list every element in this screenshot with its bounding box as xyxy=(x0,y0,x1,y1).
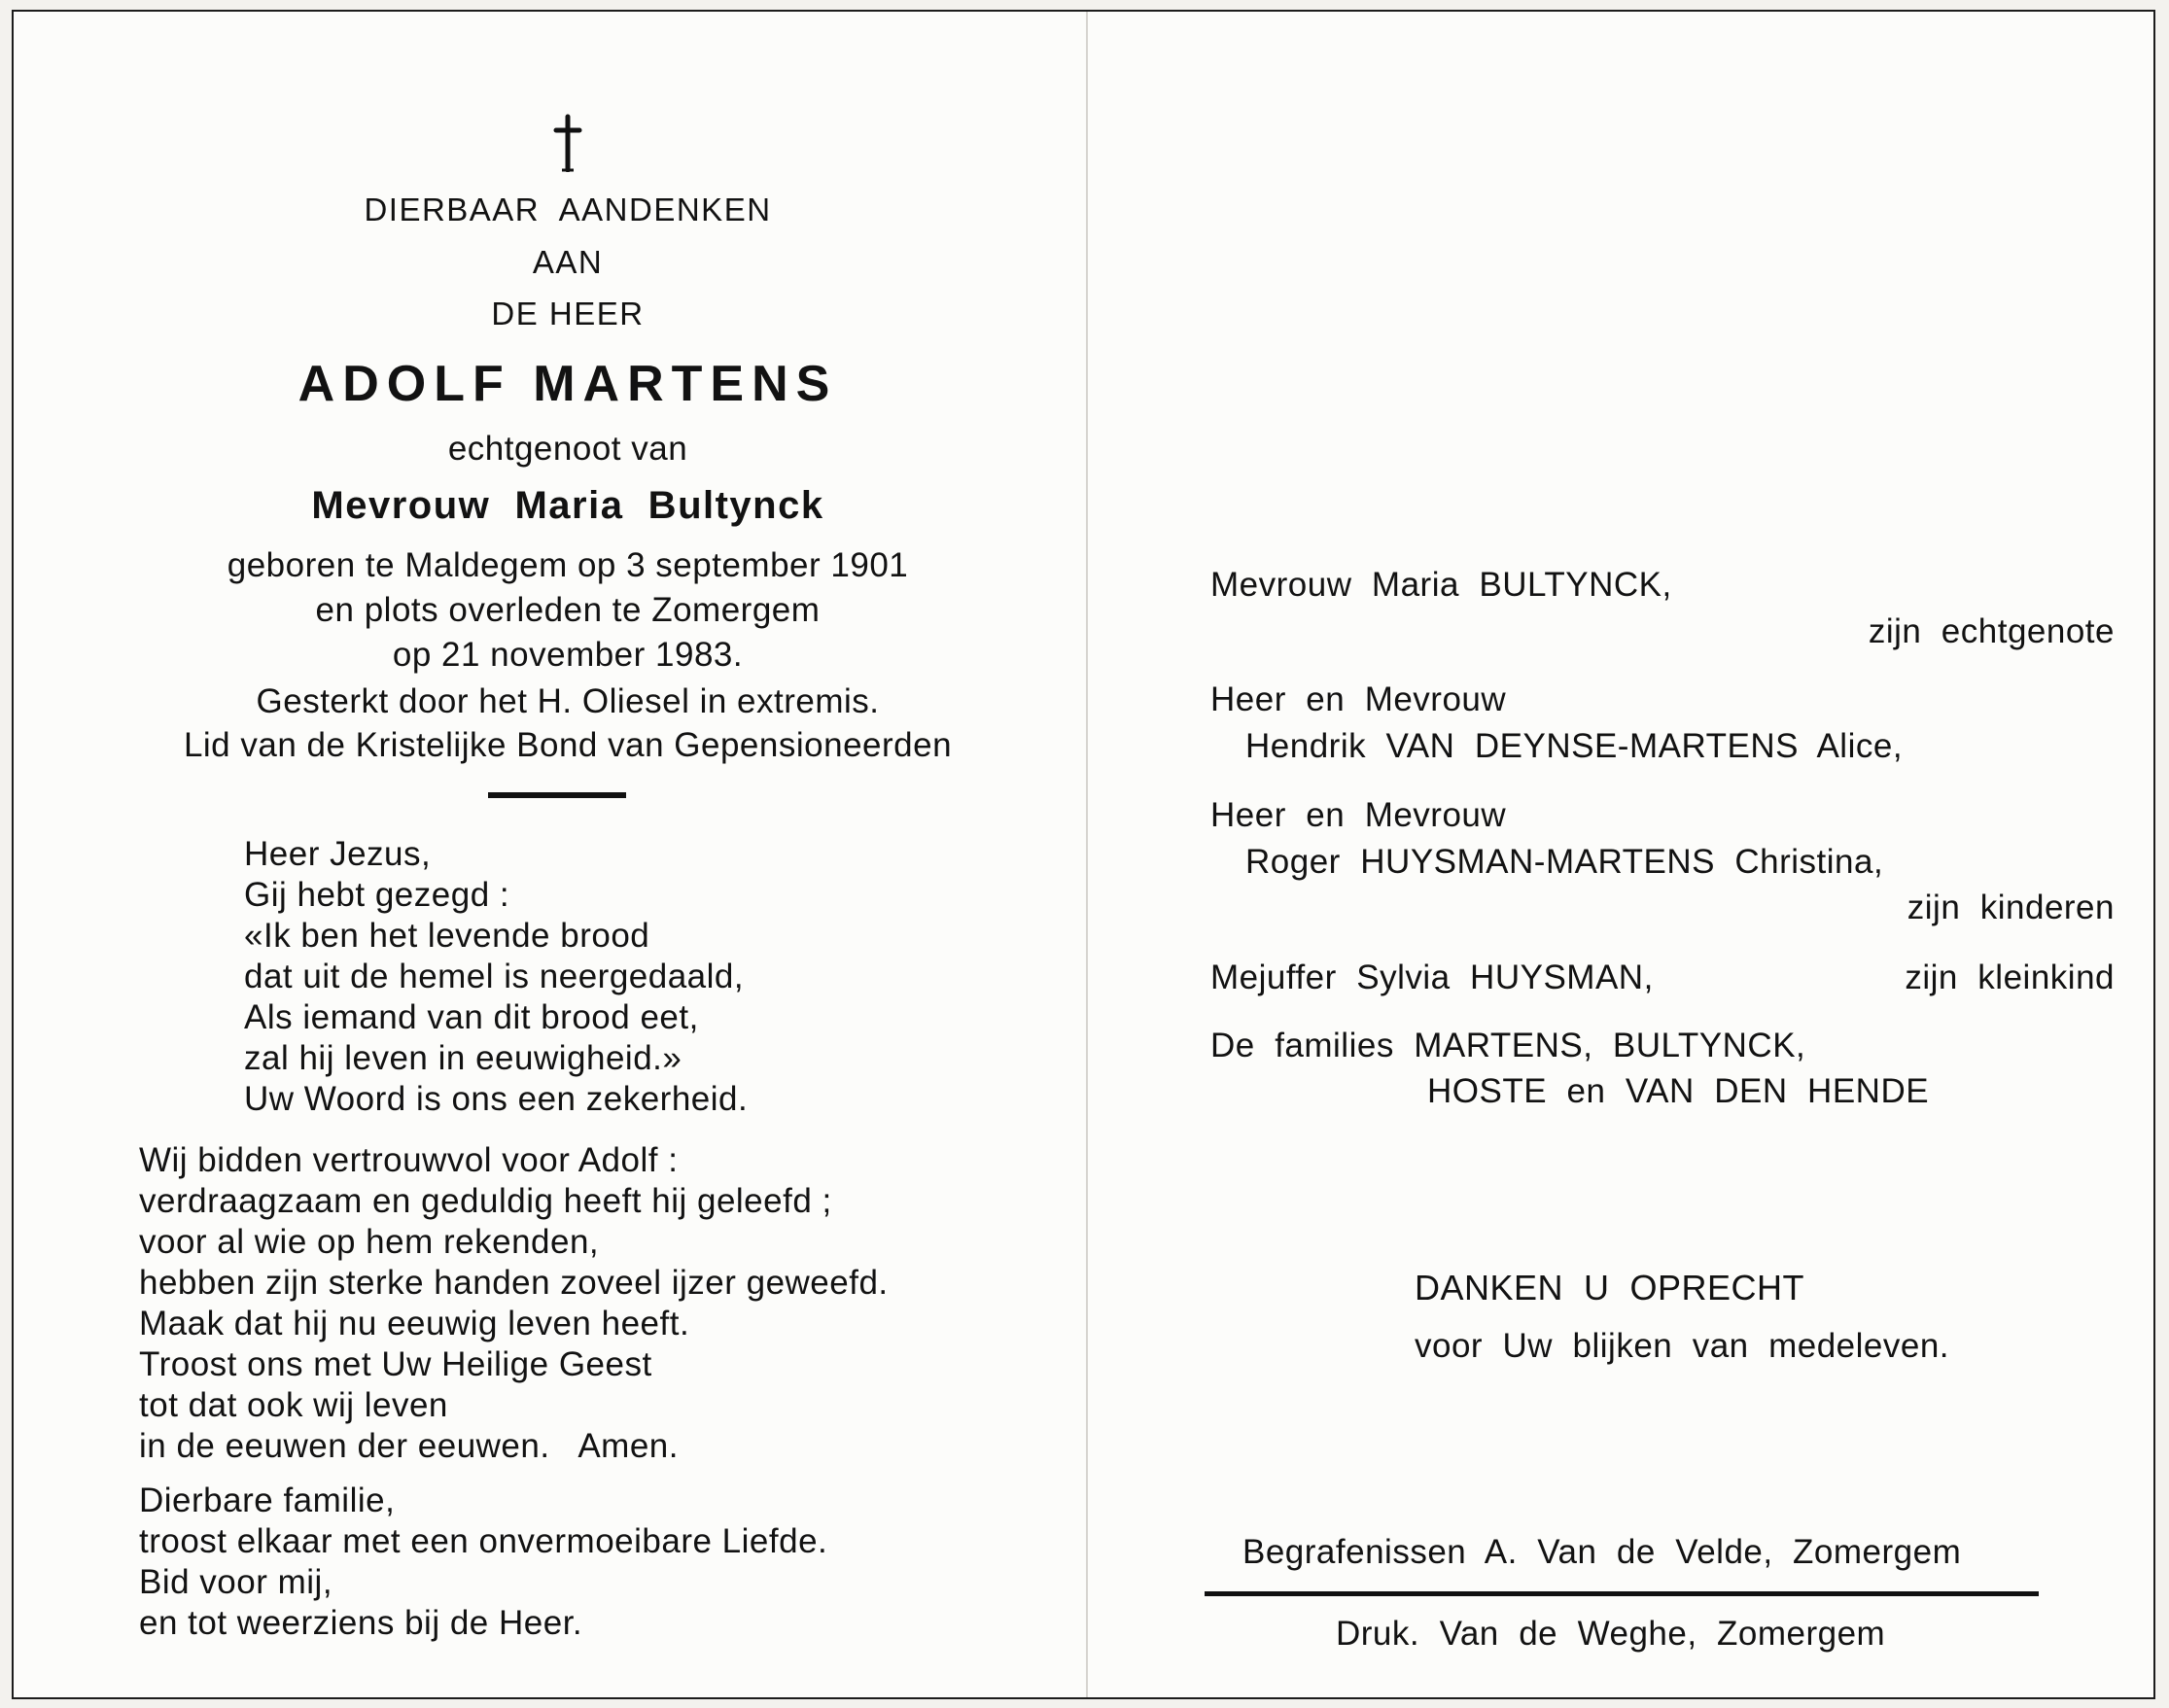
printer-line: Druk. Van de Weghe, Zomergem xyxy=(1336,1615,1886,1653)
wife-name: Mevrouw Maria BULTYNCK, xyxy=(1210,566,1672,604)
couple-2-names: Roger HUYSMAN-MARTENS Christina, xyxy=(1245,843,1884,881)
grandchild-name: Mejuffer Sylvia HUYSMAN, xyxy=(1210,959,1654,996)
prayer-line: Wij bidden vertrouwvol voor Adolf : xyxy=(139,1141,679,1179)
prayer-line: Troost ons met Uw Heilige Geest xyxy=(139,1345,652,1383)
families-line-2: HOSTE en VAN DEN HENDE xyxy=(1427,1072,1930,1110)
prayer-line: Bid voor mij, xyxy=(139,1563,333,1601)
thanks-text: voor Uw blijken van medeleven. xyxy=(1415,1327,1950,1365)
prayer-line: Als iemand van dit brood eet, xyxy=(244,998,699,1036)
prayer-line: tot dat ook wij leven xyxy=(139,1386,448,1424)
prayer-line: troost elkaar met een onvermoeibare Liefde. xyxy=(139,1522,828,1560)
couple-1-title: Heer en Mevrouw xyxy=(1210,680,1507,718)
prayer-line: «Ik ben het levende brood xyxy=(244,917,650,955)
death-line-1: en plots overleden te Zomergem xyxy=(315,591,821,629)
spouse-name: Mevrouw Maria Bultynck xyxy=(311,484,824,527)
memorial-card xyxy=(12,10,2155,1699)
prayer-line: hebben zijn sterke handen zoveel ijzer geweefd. xyxy=(139,1264,889,1302)
thanks-heading: DANKEN U OPRECHT xyxy=(1415,1268,1805,1307)
heading-remembrance: DIERBAAR AANDENKEN xyxy=(364,192,772,227)
prayer-line: en tot weerziens bij de Heer. xyxy=(139,1604,583,1642)
spouse-intro: echtgenoot van xyxy=(447,430,688,468)
prayer-line: zal hij leven in eeuwigheid.» xyxy=(244,1039,682,1077)
undertaker-line: Begrafenissen A. Van de Velde, Zomergem xyxy=(1242,1533,1962,1571)
prayer-line: Heer Jezus, xyxy=(244,835,432,873)
death-line-2: op 21 november 1983. xyxy=(392,636,744,674)
membership-line: Lid van de Kristelijke Bond van Gepensioneerden xyxy=(183,726,953,764)
families-line-1: De families MARTENS, BULTYNCK, xyxy=(1210,1027,1806,1064)
prayer-line: Dierbare familie, xyxy=(139,1481,396,1519)
grandchild-role: zijn kleinkind xyxy=(1905,959,2115,996)
couple-1-names: Hendrik VAN DEYNSE-MARTENS Alice, xyxy=(1245,727,1904,765)
prayer-line: verdraagzaam en geduldig heeft hij geleefd ; xyxy=(139,1182,832,1220)
birth-line: geboren te Maldegem op 3 september 1901 xyxy=(227,546,909,584)
footer-divider xyxy=(1205,1591,2039,1596)
heading-to: AAN xyxy=(532,244,604,280)
children-role: zijn kinderen xyxy=(1907,889,2115,926)
deceased-name: ADOLF MARTENS xyxy=(297,356,838,412)
prayer-line: Gij hebt gezegd : xyxy=(244,876,510,914)
left-panel xyxy=(14,12,1086,1697)
prayer-line: Uw Woord is ons een zekerheid. xyxy=(244,1080,749,1118)
prayer-line: dat uit de hemel is neergedaald, xyxy=(244,958,745,995)
wife-role: zijn echtgenote xyxy=(1868,612,2115,650)
heading-mister: DE HEER xyxy=(491,296,645,331)
cross-icon xyxy=(548,114,587,172)
couple-2-title: Heer en Mevrouw xyxy=(1210,796,1507,834)
section-divider xyxy=(488,792,626,798)
prayer-line: in de eeuwen der eeuwen. Amen. xyxy=(139,1427,679,1465)
right-panel xyxy=(1088,12,2155,1697)
prayer-line: voor al wie op hem rekenden, xyxy=(139,1223,600,1261)
prayer-line: Maak dat hij nu eeuwig leven heeft. xyxy=(139,1305,690,1342)
sacrament-line: Gesterkt door het H. Oliesel in extremis. xyxy=(256,682,880,720)
